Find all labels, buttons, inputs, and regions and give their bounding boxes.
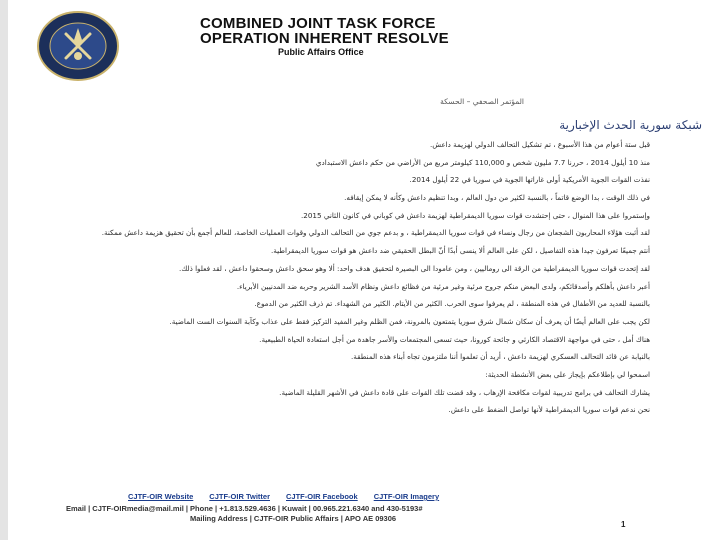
paragraph: وإستمروا على هذا المنوال ، حتى إحتشدت قوات سوريا الديمقراطية لهزيمة داعش في كوباني في كانون الثاني 2015. <box>300 210 650 220</box>
document-body <box>60 140 650 423</box>
paragraph: في ذلك الوقت ، بدا الوضع قاتماً ، بالنسبة لكثير من دول العالم ، وبدا تنظيم داعش وكأنه لا يمكن إيقافه. <box>344 193 650 203</box>
footer-links <box>128 492 660 501</box>
dateline-line: المؤتمر الصحفي – الحسكة <box>440 97 524 106</box>
paragraph: هناك أمل ، حتى في مواجهة الاقتصاد الكارثي و جائحة كورونا، حيث تسعى المجتمعات والأسر جاهدة من أجل استعادة الحياة الطبيعية. <box>259 334 650 344</box>
alhadath-logo <box>548 38 698 100</box>
paragraph: أعبر داعش بأهلكم وأصدقائكم، ولدى البعض منكم جروح مرئية وغير مرئية من فظائع داعش ونظام الأسد الشرير وحربه ضد المدنيين الأبرياء. <box>236 281 650 291</box>
paragraph: اسمحوا لي بإطلاعكم بإيجاز على بعض الأنشطة الحديثة: <box>485 369 650 379</box>
facebook-link[interactable]: CJTF-OIR Facebook <box>286 492 358 501</box>
paragraph: نفذت القوات الجوية الأمريكية أولى غاراتها الجوية في سوريا في 22 أيلول 2014. <box>409 175 650 185</box>
paragraph: نحن ندعم قوات سوريا الديمقراطية لأنها تواصل الضغط على داعش. <box>448 405 650 415</box>
document-footer <box>60 492 660 523</box>
paragraph: لكن يجب على العالم أيضًا أن يعرف أن سكان شمال شرق سوريا يتمتعون بالمرونة، فمن الظلم وغير المفيد التركيز فقط على عذاب وكآبة السنوات الست الماضية. <box>169 316 650 326</box>
paragraph: أنتم جميعًا تعرفون جيدا هذه التفاصيل ، لكن على العالم ألا ينسى أبدًا أنّ البطل الحقيقي ضد داعش هو قوات سوريا الديمقراطية. <box>271 246 650 256</box>
logo-caption: شبكة سورية الحدث الإخبارية <box>559 118 702 132</box>
paragraph: بالنسبة للعديد من الأطفال في هذه المنطقة ، لم يعرفوا سوى الحرب. الكثير من الأيتام. الكثير من الشهداء. تم ذرف الكثير من الدموع. <box>254 299 650 309</box>
website-link[interactable]: CJTF-OIR Website <box>128 492 194 501</box>
contact-line: Email | CJTF-OIRmedia@mail.mil | Phone | +1.813.529.4636 | Kuwait | 00.965.221.6340 and 430-5193# <box>66 504 423 513</box>
page-number: 1 <box>621 520 626 529</box>
header-line-2: OPERATION INHERENT RESOLVE <box>200 30 449 47</box>
paragraph: منذ 10 أيلول 2014 ، حررنا 7.7 مليون شخص و 110,000 كيلومتر مربع من الأراضي من حكم داعش الاستبدادي <box>315 157 650 167</box>
paragraph: قبل ستة أعوام من هذا الأسبوع ، تم تشكيل التحالف الدولي لهزيمة داعش. <box>429 140 650 149</box>
paragraph: لقد إتحدت قوات سوريا الديمقراطية من الرقة الى روماليين ، ومن عامودا الى البصيرة لتحقيق هدف واحد: ألا وهو سحق داعش وسحقوا داعش ، لقد فعلوا ذلك. <box>179 263 650 273</box>
mailing-address: Mailing Address | CJTF-OIR Public Affairs | APO AE 09306 <box>190 514 397 523</box>
header-line-3: Public Affairs Office <box>278 47 364 57</box>
header-line-1: COMBINED JOINT TASK FORCE <box>200 15 436 32</box>
left-edge-shadow <box>0 0 8 540</box>
paragraph: بالنيابة عن قائد التحالف العسكري لهزيمة داعش ، أريد أن تعلموا أننا ملتزمون تجاه أبناء هذه المنطقة. <box>351 352 650 362</box>
paragraph: لقد أثبت هؤلاء المحاربون الشجعان من رجال ونساء في قوات سوريا الديمقراطية ، و بدعم جوي من التحالف الدولي وقوات العمليات الخاصة، للعالم أجمع بأن تحقيق هزيمة داعش ممكنة. <box>101 228 650 238</box>
imagery-link[interactable]: CJTF-OIR Imagery <box>373 492 440 501</box>
cjtf-seal-icon <box>36 10 120 82</box>
twitter-link[interactable]: CJTF-OIR Twitter <box>209 492 270 501</box>
paragraph: يشارك التحالف في برامج تدريبية لقوات مكافحة الإرهاب ، وقد قضت تلك القوات على قادة داعش في الأشهر القليلة الماضية. <box>279 387 650 397</box>
dateline <box>440 96 524 108</box>
letterhead <box>200 16 490 58</box>
